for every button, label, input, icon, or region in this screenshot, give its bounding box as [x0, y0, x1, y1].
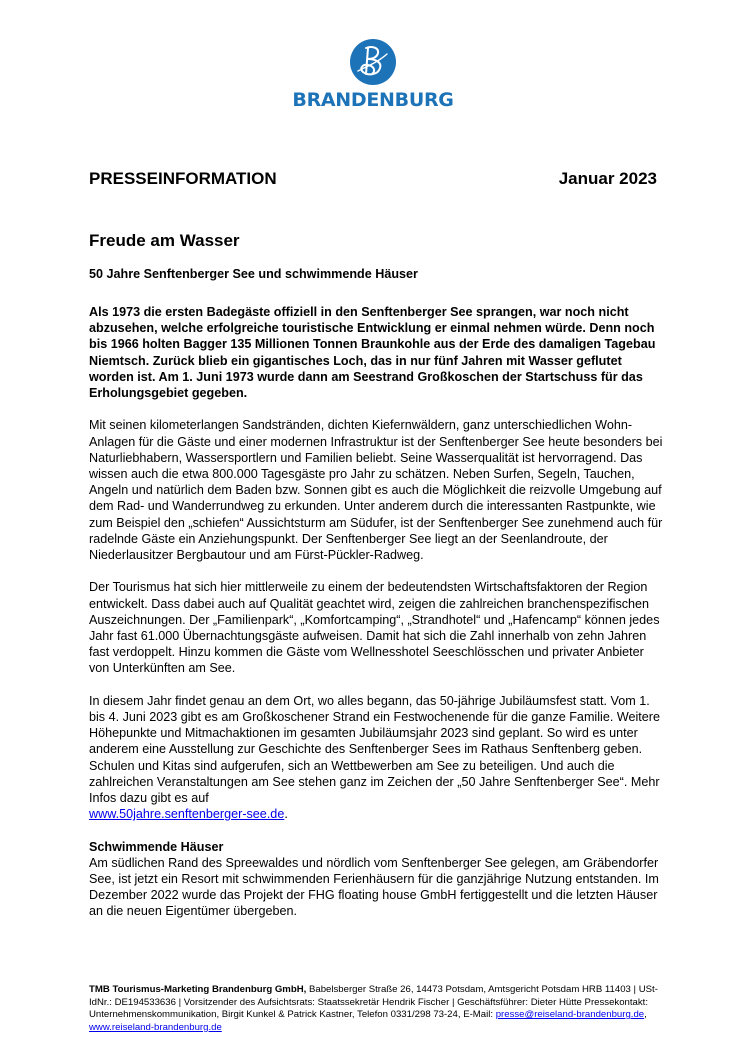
paragraph-jubilaeum	[89, 693, 664, 823]
article-title: Freude am Wasser	[89, 231, 240, 250]
paragraph-end-punctuation: .	[284, 807, 288, 822]
brandenburg-b-logo-icon	[349, 38, 397, 86]
paragraph-sandstraende: Mit seinen kilometerlangen Sandstränden, dichten Kiefernwäldern, ganz unterschiedlichen Wohn- Anlagen für die Gäste und einer modernen Infrastruktur ist der Senftenberger See heute besonders bei Naturliebhabern, Wassersportlern und Familien beliebt. Seine Wasserqualität ist hervorragend. Das wissen auch die etwa 800.000 Tagesgäste pro Jahr zu schätzen. Neben Surfen, Segeln, Tauchen, Angeln und natürlich dem Baden bzw. Sonnen gibt es auch die Möglichkeit die reizvolle Umgebung auf dem Rad- und Wanderrundweg zu erkunden. Unter anderem durch die interessanten Rastpunkte, wie zum Beispiel den „schiefen“ Aussichtsturm am Südufer, ist der Senftenberger See zunehmend auch für radelnde Gäste ein Anziehungspunkt. Der Senftenberger See liegt an der Seenlandroute, der Niederlausitzer Bergbautour und am Fürst-Pückler-Radweg.	[89, 418, 663, 563]
footer-email-link[interactable]: presse@reiseland-brandenburg.de	[495, 1009, 645, 1021]
lead-paragraph: Als 1973 die ersten Badegäste offiziell in den Senftenberger See sprangen, war noch nicht abzusehen, welche erfolgreiche touristische Entwicklung er einmal nehmen würde. Denn noch bis 1966 holten Bagger 135 Millionen Tonnen Braunkohle aus der Erde des damaligen Tagebau Niemtsch. Zurück blieb ein gigantisches Loch, das in nur fünf Jahren mit Wasser geflutet worden ist. Am 1. Juni 1973 wurde dann am Seestrand Großkoschen der Startschuss für das Erholungsgebiet gegeben.	[89, 305, 656, 401]
press-header	[89, 169, 657, 189]
press-date: Januar 2023	[558, 169, 657, 188]
article-body	[89, 304, 664, 936]
press-label: PRESSEINFORMATION	[89, 169, 277, 188]
section-schwimmende-haeuser	[89, 839, 664, 920]
footer-imprint	[89, 984, 664, 1034]
brandenburg-logo	[0, 38, 746, 111]
jubilaeum-website-link[interactable]: www.50jahre.senftenberger-see.de	[89, 807, 285, 822]
article-subtitle: 50 Jahre Senftenberger See und schwimmende Häuser	[89, 267, 418, 281]
paragraph-jubilaeum-text: In diesem Jahr findet genau an dem Ort, wo alles begann, das 50-jährige Jubiläumsfest statt. Vom 1. bis 4. Juni 2023 gibt es am Großkoschener Strand ein Festwochenende für die ganze Familie. Weitere Höhepunkte und Mitmachaktionen im gesamten Jubiläumsjahr 2023 sind geplant. So wird es unter anderem eine Ausstellung zur Geschichte des Senftenberger Sees im Rathaus Senftenberg geben. Schulen und Kitas sind aufgerufen, sich an Wettbewerben am See zu beteiligen. Und auch die zahlreichen Veranstaltungen am See stehen ganz im Zeichen der „50 Jahre Senftenberger See“. Mehr Infos dazu gibt es auf	[89, 693, 660, 806]
footer-company: TMB Tourismus-Marketing Brandenburg GmbH,	[89, 984, 307, 995]
paragraph-schwimmende-haeuser: Am südlichen Rand des Spreewaldes und nördlich vom Senftenberger See gelegen, am Gräbendorfer See, ist jetzt ein Resort mit schwimmenden Ferienhäusern für die ganzjährige Nutzung entstanden. Im Dezember 2022 wurde das Projekt der FHG floating house GmbH fertiggestellt und die letzten Häuser an die neuen Eigentümer übergeben.	[89, 855, 659, 919]
brand-name: BRANDENBURG	[292, 89, 454, 111]
footer-text: Babelsberger Straße 26, 14473 Potsdam, Amtsgericht Potsdam HRB 11403 | USt-IdNr.: DE194533636 | Vorsitzender des Aufsichtsrats: Staatssekretär Hendrik Fischer | Geschäftsführer: Dieter Hütte Pressekontakt: Unternehmenskommunikation, Birgit Kunkel & Patrick Kastner, Telefon 0331/298 73-24, E-Mail:	[89, 984, 658, 1021]
footer-website-link[interactable]: www.reiseland-brandenburg.de	[89, 1021, 222, 1033]
footer-separator: ,	[644, 1009, 647, 1021]
paragraph-tourismus: Der Tourismus hat sich hier mittlerweile zu einem der bedeutendsten Wirtschaftsfaktoren der Region entwickelt. Dass dabei auch auf Qualität geachtet wird, zeigen die zahlreichen branchenspezifischen Auszeichnungen. Der „Familienpark“, „Komfortcamping“, „Strandhotel“ und „Hafencamp“ können jedes Jahr fast 61.000 Übernachtungsgäste aufweisen. Damit hat sich die Zahl innerhalb von zehn Jahren fast verdoppelt. Hinzu kommen die Gäste vom Wellnesshotel Seeschlösschen und privater Anbieter von Unterkünften am See.	[89, 580, 660, 676]
section-heading: Schwimmende Häuser	[89, 839, 224, 854]
